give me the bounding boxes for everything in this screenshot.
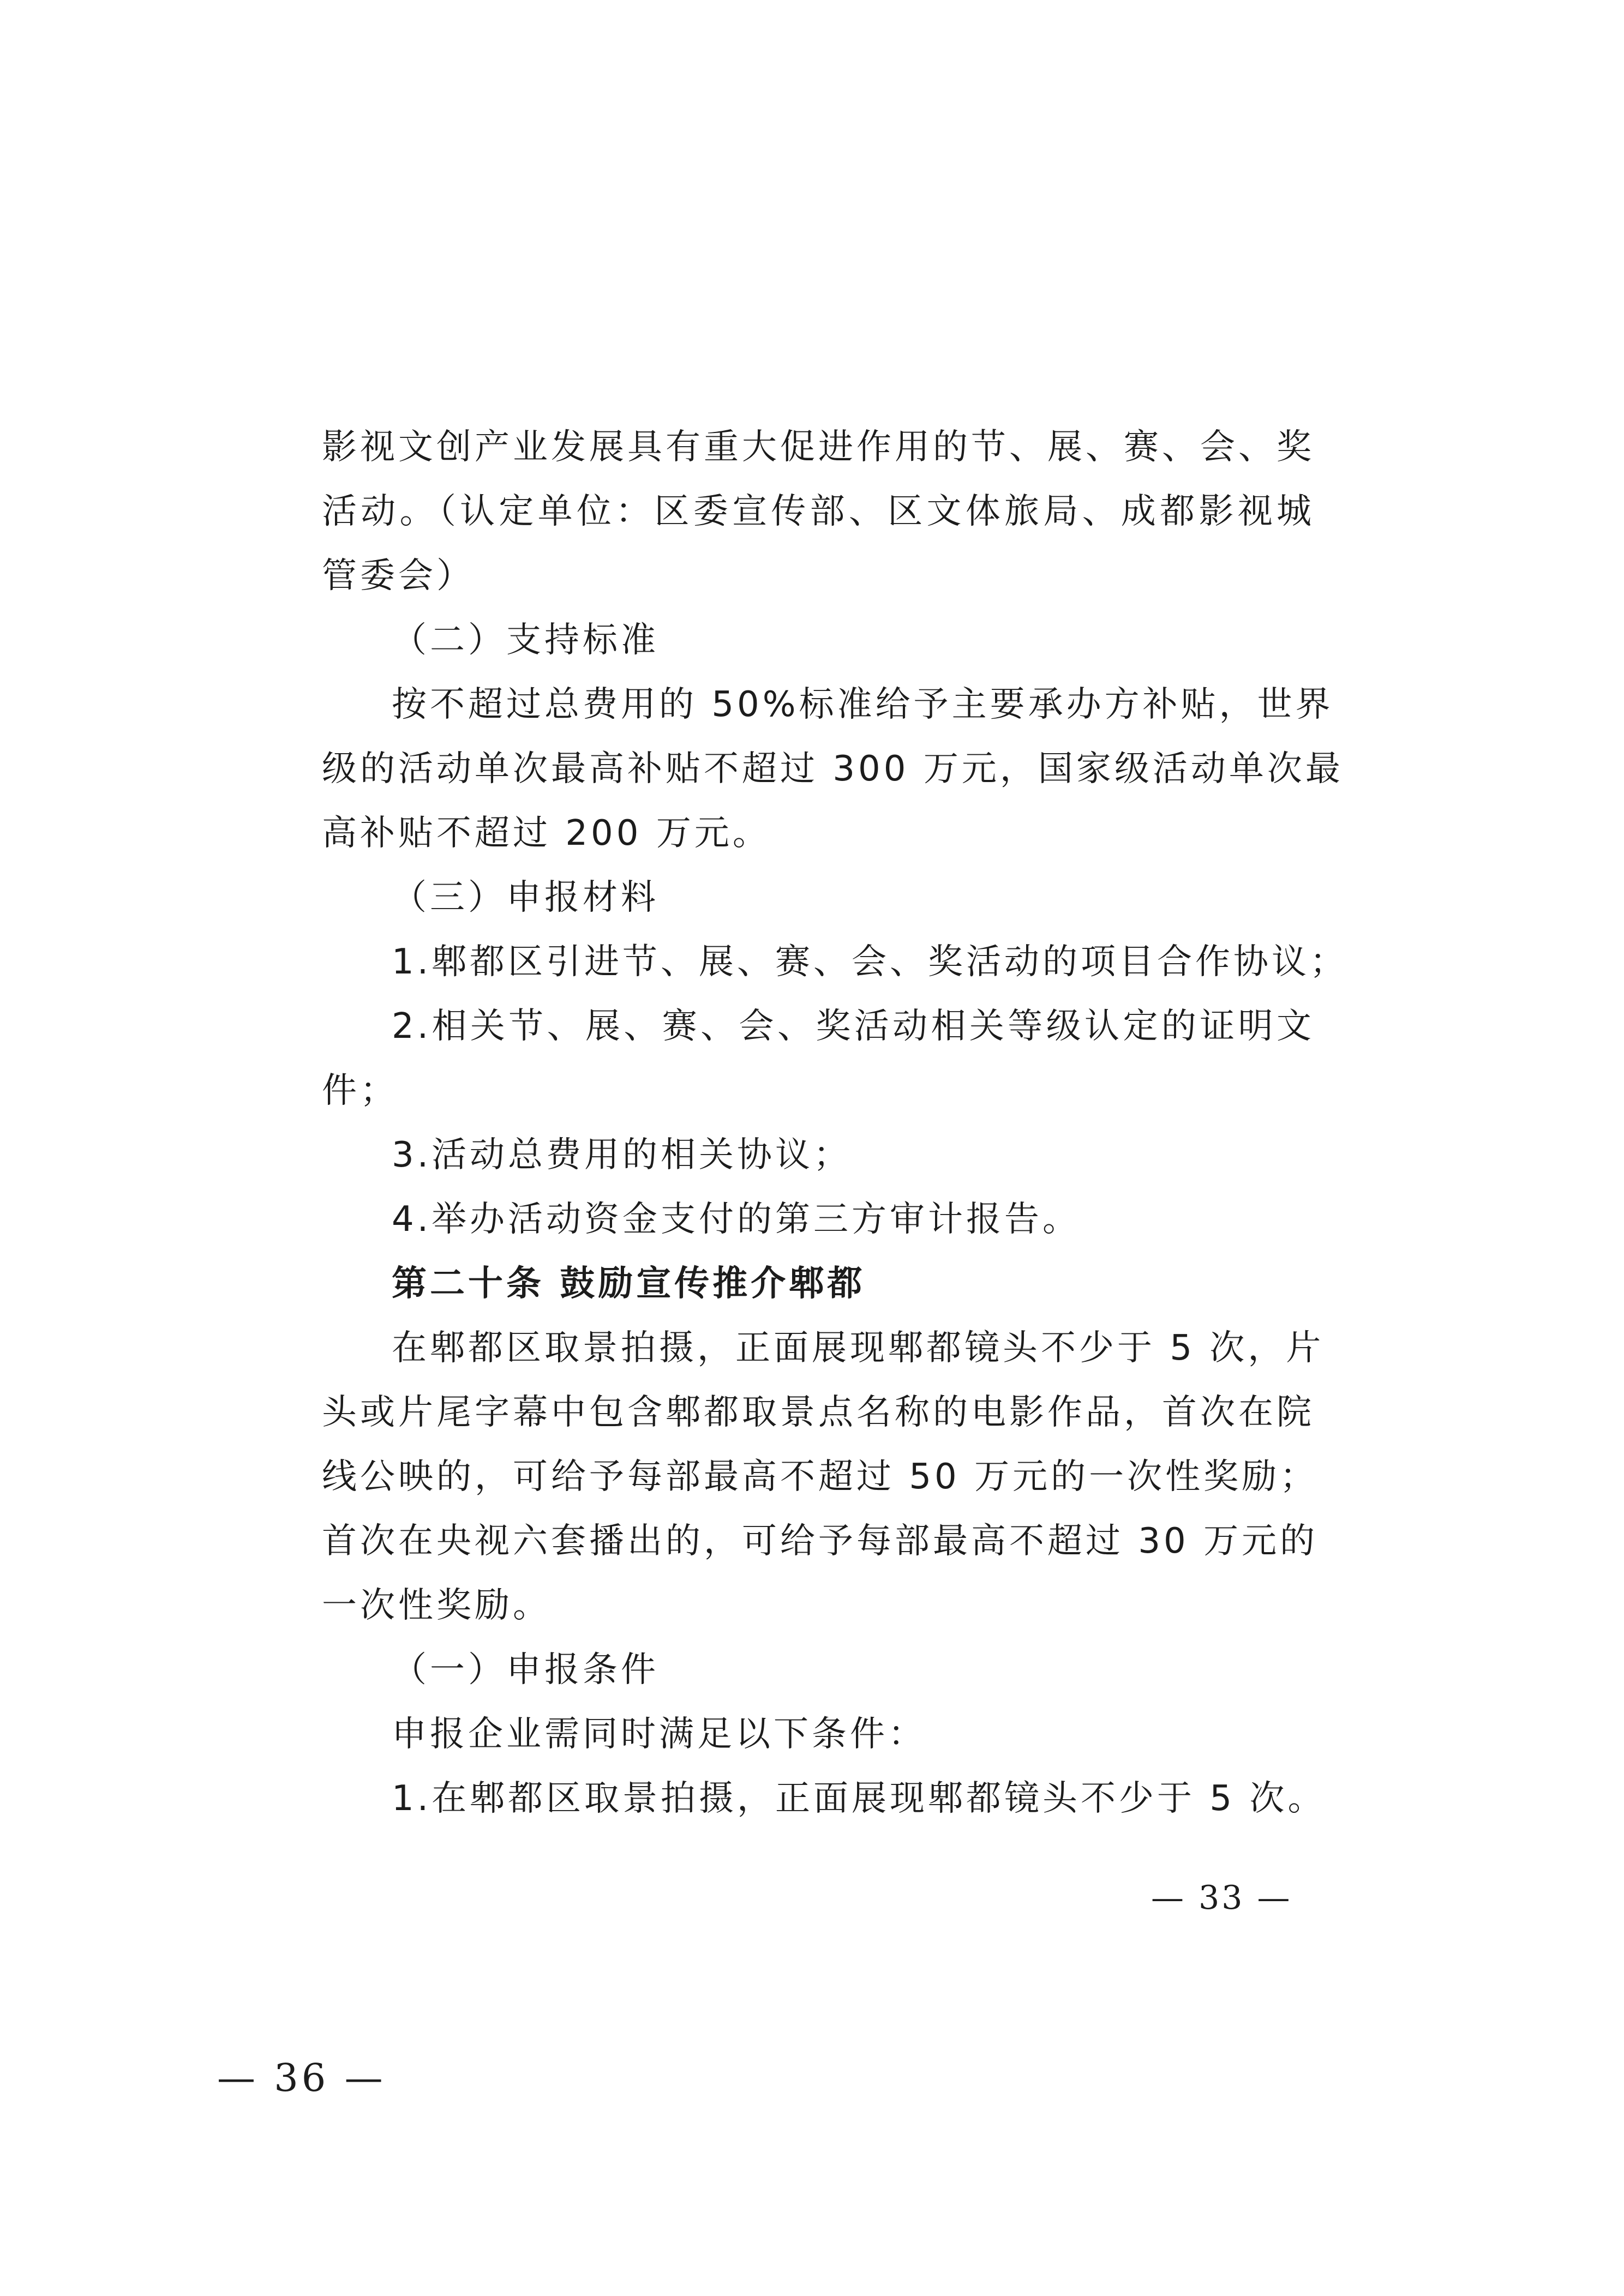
text-line: 首次在央视六套播出的，可给予每部最高不超过 30 万元的 [322, 1521, 1319, 1561]
text-line: 活动。（认定单位：区委宣传部、区文体旅局、成都影视城 [322, 491, 1315, 532]
text-line: 申报企业需同时满足以下条件： [392, 1714, 926, 1754]
list-item: 1.在郫都区取景拍摄，正面展现郫都镜头不少于 5 次。 [392, 1778, 1326, 1819]
list-item: 2.相关节、展、赛、会、奖活动相关等级认定的证明文 [392, 1006, 1315, 1047]
section-heading: （一）申报条件 [392, 1650, 659, 1690]
list-item: 3.活动总费用的相关协议； [392, 1135, 852, 1175]
text-line: 在郫都区取景拍摄，正面展现郫都镜头不少于 5 次，片 [392, 1328, 1325, 1368]
text-line: 头或片尾字幕中包含郫都取景点名称的电影作品，首次在院 [322, 1392, 1315, 1433]
text-line: 高补贴不超过 200 万元。 [322, 813, 771, 854]
section-heading: （二）支持标准 [392, 620, 659, 660]
text-line: 件； [322, 1071, 398, 1111]
text-line: 线公映的，可给予每部最高不超过 50 万元的一次性奖励； [322, 1457, 1319, 1497]
section-heading: （三）申报材料 [392, 877, 659, 918]
outer-page-number: — 36 — [217, 2055, 386, 2100]
text-line: 管委会） [322, 556, 475, 596]
list-item: 1.郫都区引进节、展、赛、会、奖活动的项目合作协议； [392, 942, 1349, 982]
inner-page-number: — 33 — [1151, 1879, 1292, 1917]
text-line: 影视文创产业发展具有重大促进作用的节、展、赛、会、奖 [322, 427, 1315, 467]
article-heading: 第二十条 鼓励宣传推介郫都 [392, 1264, 866, 1304]
text-line: 按不超过总费用的 50%标准给予主要承办方补贴，世界 [392, 684, 1334, 725]
text-line: 一次性奖励。 [322, 1585, 551, 1626]
list-item: 4.举办活动资金支付的第三方审计报告。 [392, 1199, 1081, 1240]
text-line: 级的活动单次最高补贴不超过 300 万元，国家级活动单次最 [322, 749, 1344, 789]
